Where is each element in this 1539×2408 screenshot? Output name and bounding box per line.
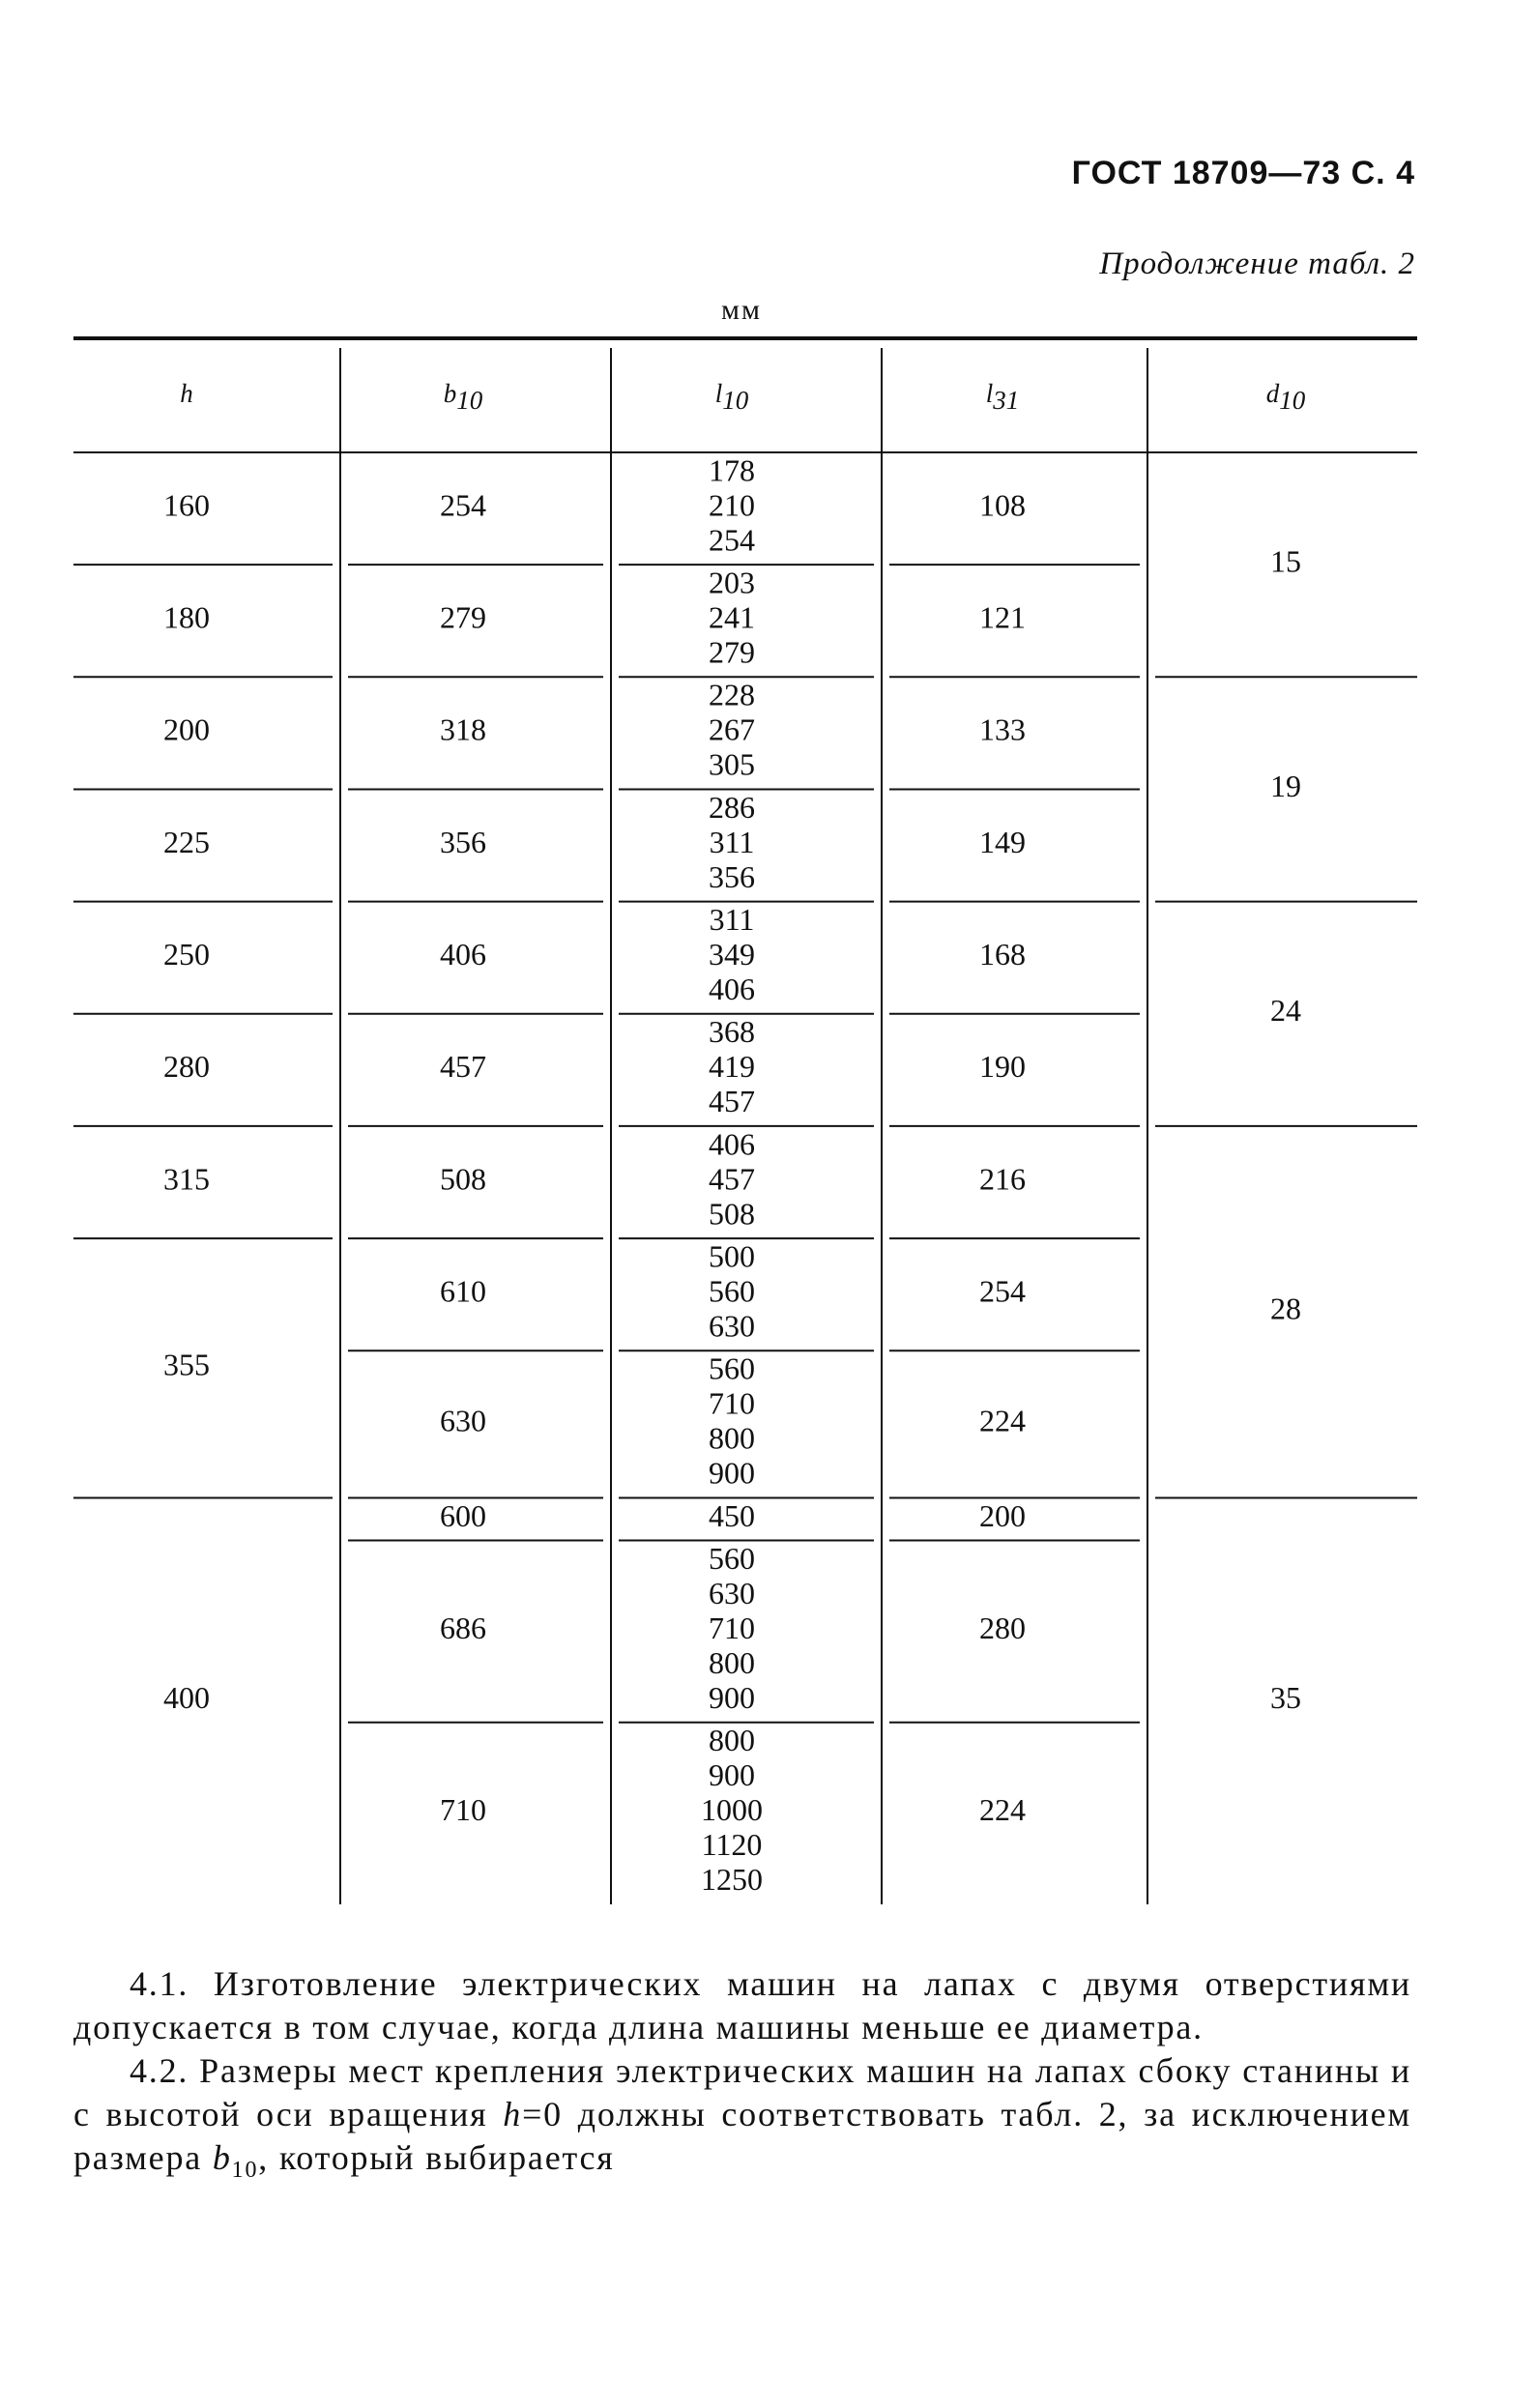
l10-value-3-0: 286 [709, 789, 755, 825]
paragraph-4-1: 4.1. Изготовление электрических машин на лапах с двумя отверстиями допускается в том случае, когда длина машины меньше ее диаметра. [73, 1964, 1411, 2046]
b10-value-0: 254 [440, 487, 486, 523]
l31-value-3: 149 [979, 824, 1026, 859]
column-header-b10: b10 [443, 379, 483, 416]
l10-value-0-1: 210 [709, 487, 755, 523]
l10-value-10-2: 710 [709, 1610, 755, 1645]
l10-value-7-0: 500 [709, 1238, 755, 1274]
h-value-180: 180 [163, 599, 210, 635]
l10-value-2-2: 305 [709, 746, 755, 782]
b10-value-4: 406 [440, 937, 486, 972]
l31-value-4: 168 [979, 937, 1026, 972]
l10-value-11-3: 1120 [701, 1827, 763, 1863]
table-caption: Продолжение табл. 2 [1099, 247, 1415, 281]
l31-value-1: 121 [979, 599, 1026, 635]
b10-value-2: 318 [440, 711, 486, 747]
column-header-l10: l10 [714, 379, 749, 416]
h-value-400: 400 [163, 1680, 210, 1716]
l10-value-9-0: 450 [709, 1497, 755, 1533]
page-header: ГОСТ 18709—73 С. 4 [1071, 155, 1415, 191]
l10-value-5-0: 368 [709, 1014, 755, 1050]
d10-value-15: 15 [1270, 543, 1301, 579]
h-value-200: 200 [163, 711, 210, 747]
l10-value-7-2: 630 [709, 1308, 755, 1344]
l10-value-0-0: 178 [709, 452, 755, 488]
b10-value-3: 356 [440, 824, 486, 859]
paragraph-4-2 [73, 2049, 1411, 2192]
l10-value-2-0: 228 [709, 677, 755, 712]
l10-value-0-2: 254 [709, 522, 755, 558]
units-label: мм [721, 294, 762, 326]
b10-value-8: 630 [440, 1403, 486, 1438]
b10-value-6: 508 [440, 1161, 486, 1197]
l10-value-3-2: 356 [709, 858, 755, 894]
column-header-l31: l31 [985, 379, 1020, 416]
b10-value-10: 686 [440, 1610, 486, 1645]
l10-value-11-2: 1000 [701, 1792, 763, 1828]
l10-value-1-2: 279 [709, 634, 755, 670]
l10-value-4-1: 349 [709, 937, 755, 972]
h-value-160: 160 [163, 487, 210, 523]
l10-value-11-4: 1250 [701, 1862, 763, 1898]
l31-value-10: 280 [979, 1610, 1026, 1645]
l31-value-0: 108 [979, 487, 1026, 523]
l31-value-5: 190 [979, 1049, 1026, 1085]
h-value-225: 225 [163, 824, 210, 859]
h-symbol: h [503, 2095, 523, 2133]
l10-value-6-0: 406 [709, 1126, 755, 1162]
l10-value-7-1: 560 [709, 1273, 755, 1309]
l10-value-10-1: 630 [709, 1575, 755, 1610]
l10-value-5-1: 419 [709, 1049, 755, 1085]
l10-value-6-1: 457 [709, 1161, 755, 1197]
h-value-280: 280 [163, 1049, 210, 1085]
h-value-355: 355 [163, 1347, 210, 1382]
b10-value-11: 710 [440, 1792, 486, 1828]
h-value-250: 250 [163, 937, 210, 972]
l31-value-7: 254 [979, 1273, 1026, 1309]
column-header-d10: d10 [1265, 379, 1306, 416]
b10-value-7: 610 [440, 1273, 486, 1309]
d10-value-19: 19 [1270, 768, 1301, 803]
l10-value-4-2: 406 [709, 972, 755, 1007]
l10-value-2-1: 267 [709, 711, 755, 747]
l10-value-4-0: 311 [709, 902, 755, 938]
b10-value-9: 600 [440, 1497, 486, 1533]
l10-value-10-4: 900 [709, 1679, 755, 1715]
l10-value-11-0: 800 [709, 1723, 755, 1758]
l10-value-1-1: 241 [709, 599, 755, 635]
l10-value-10-3: 800 [709, 1644, 755, 1680]
b10-symbol: $b_{10}$ [212, 2138, 259, 2184]
l10-value-10-0: 560 [709, 1540, 755, 1576]
paragraph-4-2-text-1: 4.2. Размеры мест крепления электрических машин на лапах сбоку станины и с высотой оси вращения [73, 2051, 1411, 2133]
l10-value-8-0: 560 [709, 1350, 755, 1386]
l31-value-2: 133 [979, 711, 1026, 747]
body-text [73, 1962, 1411, 2192]
paragraph-4-2-text-3: , который выбирается [258, 2138, 615, 2177]
d10-value-24: 24 [1270, 993, 1301, 1029]
l31-value-9: 200 [979, 1497, 1026, 1533]
d10-value-28: 28 [1270, 1291, 1301, 1326]
l10-value-5-2: 457 [709, 1084, 755, 1119]
b10-value-1: 279 [440, 599, 486, 635]
paragraph-4-2-text-2: =0 должны соответствовать табл. 2, за исключением размера [73, 2095, 1412, 2177]
b10-value-5: 457 [440, 1049, 486, 1085]
l10-value-8-1: 710 [709, 1385, 755, 1421]
l10-value-11-1: 900 [709, 1757, 755, 1793]
l31-value-6: 216 [979, 1161, 1026, 1197]
l10-value-8-3: 900 [709, 1455, 755, 1491]
h-value-315: 315 [163, 1161, 210, 1197]
l10-value-3-1: 311 [709, 824, 755, 859]
l31-value-8: 224 [979, 1403, 1026, 1438]
d10-value-35: 35 [1270, 1680, 1301, 1716]
column-header-h: h [180, 379, 193, 409]
l10-value-8-2: 800 [709, 1420, 755, 1456]
l10-value-6-2: 508 [709, 1196, 755, 1232]
l31-value-11: 224 [979, 1792, 1026, 1828]
l10-value-1-0: 203 [709, 565, 755, 600]
